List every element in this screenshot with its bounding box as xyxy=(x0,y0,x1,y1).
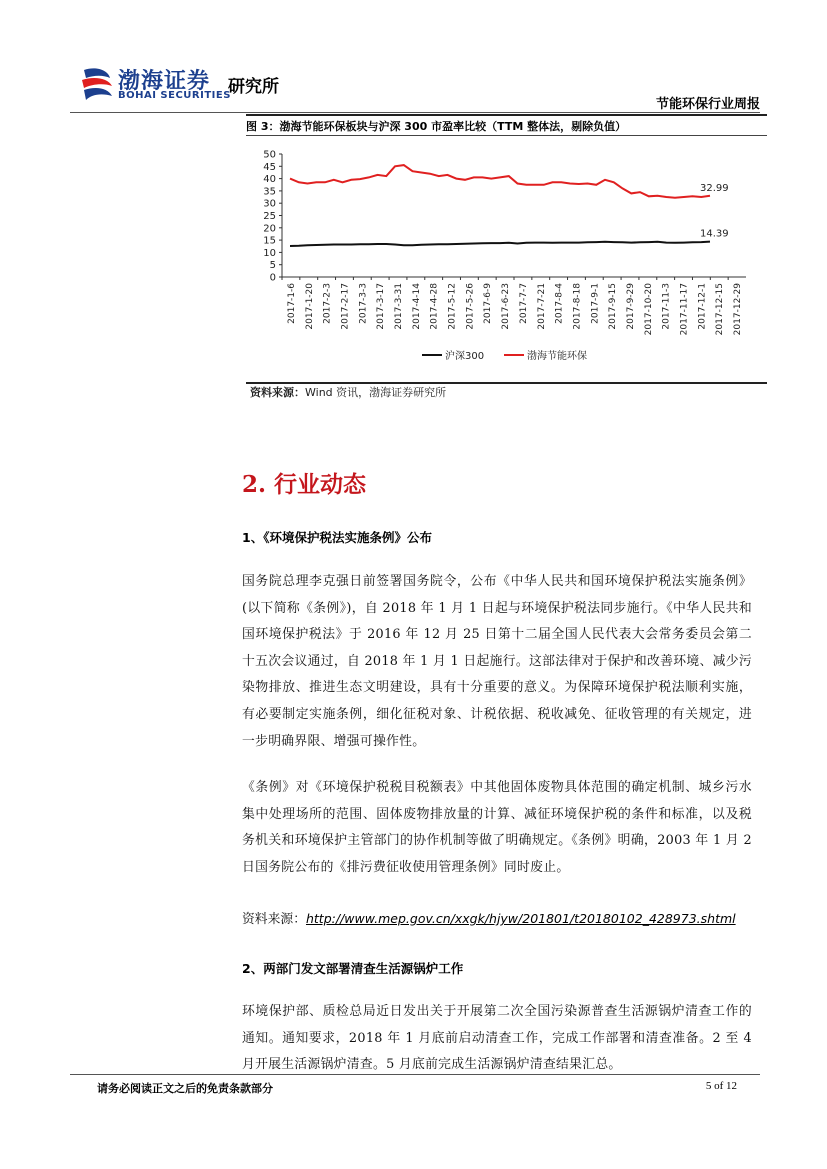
figure-title-divider xyxy=(246,135,767,136)
item-2-heading: 2、两部门发文部署清查生活源锅炉工作 xyxy=(242,961,464,976)
header-divider xyxy=(70,112,760,113)
y-tick-label: 15 xyxy=(263,235,276,247)
y-tick-label: 20 xyxy=(263,223,276,235)
item-1-source-link[interactable]: http://www.mep.gov.cn/xxgk/hjyw/201801/t20180102_428973.shtml xyxy=(305,911,736,926)
x-tick-label: 2017-12-15 xyxy=(715,283,726,336)
series-end-label-0: 14.39 xyxy=(700,228,729,240)
x-tick-label: 2017-1-20 xyxy=(304,283,315,330)
item-1-paragraph-2: 《条例》对《环境保护税税目税额表》中其他固体废物具体范围的确定机制、城乡污水集中处理场所的范围、固体废物排放量的计算、减征环境保护税的条件和标准，以及税务机关和环境保护主管部门的协作机制等做了明确规定。《条例》明确，2003 年 1 月 2 日国务院公布的《排污费征收使用管理条例》同时废止。 xyxy=(242,780,752,875)
pe-ratio-chart xyxy=(246,137,767,380)
item-2-paragraph-1: 环境保护部、质检总局近日发出关于开展第二次全国污染源普查生活源锅炉清查工作的通知。通知要求，2018 年 1 月底前启动清查工作，完成工作部署和清查准备。2 至 4 月开展生活源锅炉清查。5 月底前完成生活源锅炉清查结果汇总。 xyxy=(242,1004,752,1073)
x-tick-label: 2017-5-26 xyxy=(465,283,476,330)
x-tick-label: 2017-7-21 xyxy=(536,283,547,330)
x-tick-label: 2017-7-7 xyxy=(518,283,529,324)
x-tick-label: 2017-9-15 xyxy=(608,283,619,330)
logo-institute: 研究所 xyxy=(228,77,279,97)
x-tick-label: 2017-1-6 xyxy=(286,283,297,324)
x-tick-label: 2017-8-4 xyxy=(554,283,565,324)
x-tick-label: 2017-6-23 xyxy=(501,283,512,330)
logo-english-name: BOHAI SECURITIES xyxy=(118,90,231,101)
figure-title: 图 3：渤海节能环保板块与沪深 300 市盈率比较（TTM 整体法，剔除负值） xyxy=(246,120,627,133)
x-tick-label: 2017-9-1 xyxy=(590,283,601,324)
x-tick-label: 2017-2-17 xyxy=(340,283,351,330)
figure-source xyxy=(250,384,446,400)
y-tick-label: 25 xyxy=(263,211,276,222)
series-end-label-1: 32.99 xyxy=(700,182,729,194)
x-tick-label: 2017-5-12 xyxy=(447,283,458,330)
x-tick-label: 2017-12-1 xyxy=(697,283,708,330)
x-tick-label: 2017-8-18 xyxy=(572,283,583,330)
y-tick-label: 0 xyxy=(269,272,276,284)
x-tick-label: 2017-3-3 xyxy=(358,283,369,324)
x-tick-label: 2017-3-17 xyxy=(376,283,387,330)
y-tick-label: 35 xyxy=(263,186,276,198)
x-tick-label: 2017-3-31 xyxy=(394,283,404,330)
item-1-source xyxy=(242,908,736,927)
x-tick-label: 2017-4-28 xyxy=(429,283,440,330)
series-line-1 xyxy=(290,165,710,198)
x-tick-label: 2017-2-3 xyxy=(322,283,333,324)
y-tick-label: 45 xyxy=(263,161,276,173)
y-tick-label: 5 xyxy=(269,260,276,272)
figure-source-text: Wind 资讯，渤海证券研究所 xyxy=(305,386,447,399)
page-number: 5 of 12 xyxy=(705,1080,737,1092)
x-tick-label: 2017-9-29 xyxy=(626,283,636,330)
bohai-logo-icon xyxy=(80,66,114,102)
x-tick-label: 2017-12-29 xyxy=(733,283,744,336)
y-tick-label: 50 xyxy=(263,149,276,161)
y-tick-label: 30 xyxy=(263,198,276,210)
legend-label-1: 渤海节能环保 xyxy=(527,351,587,362)
footer-divider xyxy=(70,1074,760,1075)
x-tick-label: 2017-4-14 xyxy=(411,283,422,330)
item-1-paragraph-1: 国务院总理李克强日前签署国务院令，公布《中华人民共和国环境保护税法实施条例》(以下简称《条例》)，自 2018 年 1 月 1 日起与环境保护税法同步施行。《中华人民共和国环境保护税法》于 2016 年 12 月 25 日第十二届全国人民代表大会常务委员会第二十五次会议通过，自 2018 年 1 月 1 日起施行。这部法律对于保护和改善环境、减少污染物排放、推进生态文明建设，具有十分重要的意义。为保障环境保护税法顺利实施，有必要制定实施条例，细化征税对象、计税依据、税收减免、征收管理的有关规定，进一步明确界限、增强可操作性。 xyxy=(242,574,752,749)
legend-label-0: 沪深300 xyxy=(445,351,485,362)
figure-source-label: 资料来源： xyxy=(250,386,305,399)
footer-disclaimer: 请务必阅读正文之后的免责条款部分 xyxy=(97,1082,273,1095)
x-tick-label: 2017-10-20 xyxy=(643,283,654,336)
y-tick-label: 10 xyxy=(263,247,276,259)
company-logo xyxy=(80,66,279,106)
series-line-0 xyxy=(290,242,710,246)
item-1-heading: 1、《环境保护税法实施条例》公布 xyxy=(242,530,432,545)
report-type: 节能环保行业周报 xyxy=(655,97,760,112)
section-title: 2. 行业动态 xyxy=(242,471,367,498)
x-tick-label: 2017-11-3 xyxy=(661,283,672,330)
x-tick-label: 2017-6-9 xyxy=(483,283,494,324)
logo-chinese-name: 渤海证券 xyxy=(118,68,211,94)
x-tick-label: 2017-11-17 xyxy=(679,283,690,336)
item-1-source-label: 资料来源： xyxy=(242,912,306,927)
y-tick-label: 40 xyxy=(263,174,276,186)
